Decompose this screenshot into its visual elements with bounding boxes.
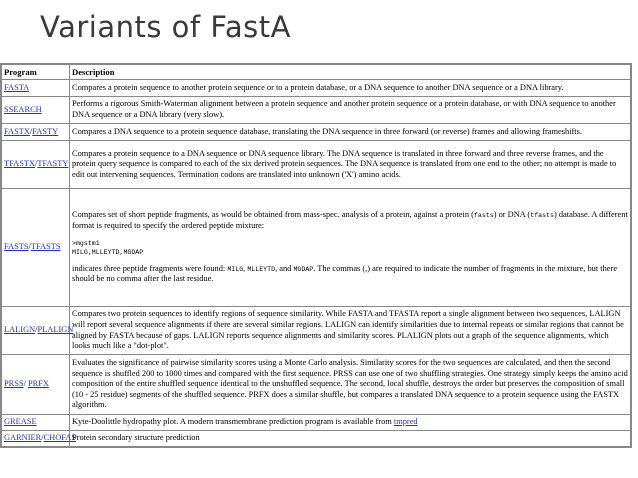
code-line-header: >mgstm1 <box>72 239 100 247</box>
fasts-desc-part: Compares set of short peptide fragments, as would be obtained from mass-spec. analysis of a protein, against a protein ( <box>72 210 474 220</box>
description-cell: Performs a rigorous Smith-Waterman alignment between a protein sequence and another protein sequence or a protein database, or with DNA sequence to another DNA sequence or a DNA library (very slow). <box>70 97 631 124</box>
program-link-fastx[interactable]: FASTX <box>4 126 30 136</box>
program-link-prfx[interactable]: PRFX <box>27 379 49 389</box>
table-row: GARNIER/CHOFAS Protein secondary structure prediction <box>2 431 631 447</box>
code-line-peptides: MILG,MLLEYTD,MGDAP <box>72 248 144 256</box>
table-row: LALIGN/PLALIGN Compares two protein sequences to identify regions of sequence similarity. While FASTA and TFASTA report a single alignment between two sequences, LALIGN will report several sequence alignments if there are several similar regions. LALIGN can identify similarities due to internal repeats or similar regions that cannot be aligned by FASTA because of gaps. LALIGN reports sequence alignments and similarity scores. PLALIGN plots out a graph of the sequence alignments, which looks much like a "dot-plot". <box>2 307 631 355</box>
fasts-desc-part: ) database. A different format is required to specify the ordered peptide mixture: <box>72 210 628 230</box>
description-cell: Evaluates the significance of pairwise similarity scores using a Monte Carlo analysis. Similarity scores for the two sequences are calculated, and then the second sequence is shuffled 200 to 1000 times and compared with the first sequence. PRSS can use one of two shuffling strategies. One strategy simply keeps the amino acid composition of the entire shuffled sequence identical to the unshuffled sequence. The second, local shuffle, destroys the order but preserves the composition of small (10 - 25 residue) segments of the shuffled sequence. PRFX does a similar shuffle, but compares a translated DNA sequence to a protein sequence using the FASTX algorithm. <box>70 355 631 415</box>
grease-desc: Kyte-Doolittle hydropathy plot. A modern transmembrane prediction program is available from <box>72 417 394 427</box>
description-cell: Compares two protein sequences to identify regions of sequence similarity. While FASTA and TFASTA report a single alignment between two sequences, LALIGN will report several sequence alignments if there are several similar regions. LALIGN can identify similarities due to internal repeats or similar regions that cannot be aligned by FASTA because of gaps. LALIGN reports sequence alignments and similarity scores. PLALIGN plots out a graph of the sequence alignments, which looks much like a "dot-plot". <box>70 307 631 355</box>
program-link-grease[interactable]: GREASE <box>4 417 37 427</box>
header-description: Description <box>70 65 631 80</box>
program-link-chofas[interactable]: CHOFAS <box>43 433 76 443</box>
table-row: TFASTX/TFASTY Compares a protein sequence to a DNA sequence or DNA sequence library. The DNA sequence is translated in three forward and three reverse frames, and the protein query sequence is compared to each of the six derived protein sequences. The DNA sequence is translated from one end to the other; no attempt is made to edit out intervening sequences. Termination codons are translated into unknown ('X') amino acids. <box>2 141 631 189</box>
description-cell <box>70 415 631 431</box>
program-link-garnier[interactable]: GARNIER <box>4 433 42 443</box>
program-link-prss[interactable]: PRSS <box>4 379 24 389</box>
programs-table-container <box>0 63 632 448</box>
program-link-tfasty[interactable]: TFASTY <box>37 159 69 169</box>
description-cell: Compares a protein sequence to a DNA sequence or DNA sequence library. The DNA sequence is translated in three forward and three reverse frames, and the protein query sequence is compared to each of the six derived protein sequences. The DNA sequence is translated from one end to the other; no attempt is made to edit out intervening sequences. Termination codons are translated into unknown ('X') amino acids. <box>70 141 631 189</box>
header-program: Program <box>2 65 70 80</box>
program-link-tfasts[interactable]: TFASTS <box>30 242 61 252</box>
program-link-ssearch[interactable]: SSEARCH <box>4 104 42 114</box>
table-row: FASTS/TFASTS Compares set of short peptide fragments, as would be obtained from mass-spec. analysis of a protein, against a protein (fasts) or DNA (tfasts) database. A different format is required to specify the ordered peptide mixture: >mgstm1 MILG,MLLEYTD,MGDAP indicates three peptide fragments were found: MILG, MLLEYTD, and MGDAP. The commas (,) are required to indicate the number of fragments in the mixture, but there should be no comma after the last residue. <box>2 189 631 307</box>
code-mlleytd: MLLEYTD <box>247 265 276 273</box>
table-row: PRSS/ PRFX Evaluates the significance of pairwise similarity scores using a Monte Carlo analysis. Similarity scores for the two sequences are calculated, and then the second sequence is shuffled 200 to 1000 times and compared with the first sequence. PRSS can use one of two shuffling strategies. One strategy simply keeps the amino acid composition of the entire shuffled sequence identical to the unshuffled sequence. The second, local shuffle, destroys the order but preserves the composition of small (10 - 25 residue) segments of the shuffled sequence. PRFX does a similar shuffle, but compares a translated DNA sequence to a protein sequence using the FASTX algorithm. <box>2 355 631 415</box>
table-header-row <box>2 65 631 80</box>
program-link-tfastx[interactable]: TFASTX <box>4 159 36 169</box>
code-fasts: fasts <box>473 212 494 220</box>
table-row <box>2 80 631 97</box>
fasts-desc-sep: , <box>243 263 248 273</box>
tmpred-link[interactable]: tmpred <box>393 417 418 427</box>
program-link-fasts[interactable]: FASTS <box>4 242 29 252</box>
fasts-desc-part: . The commas (,) are required to indicate the number of fragments in the mixture, but there should be no comma after the last residue. <box>72 263 618 284</box>
fasts-desc-part: indicates three peptide fragments were found: <box>72 263 228 273</box>
code-mgdap: MGDAP <box>293 265 314 273</box>
table-row: FASTX/FASTY Compares a DNA sequence to a protein sequence database, translating the DNA sequence in three forward (or reverse) frames and allowing frameshifts. <box>2 124 631 141</box>
program-link-fasta[interactable]: FASTA <box>4 82 30 92</box>
table-row <box>2 97 631 124</box>
program-link-lalign[interactable]: LALIGN <box>4 325 36 335</box>
program-link-fasty[interactable]: FASTY <box>32 126 59 136</box>
description-cell: Compares a DNA sequence to a protein sequence database, translating the DNA sequence in three forward (or reverse) frames and allowing frameshifts. <box>70 124 631 141</box>
table-row <box>2 415 631 431</box>
fasts-desc-part: ) or DNA ( <box>493 210 531 220</box>
code-tfasts: tfasts <box>530 212 554 220</box>
description-cell: Protein secondary structure prediction <box>70 431 631 447</box>
description-cell: Compares a protein sequence to another protein sequence or to a protein database, or a DNA sequence to another DNA sequence or a DNA library. <box>70 80 631 97</box>
program-link-plalign[interactable]: PLALIGN <box>37 325 74 335</box>
slide-title: Variants of FastA <box>40 10 291 44</box>
description-cell <box>70 189 631 307</box>
programs-table <box>1 64 631 447</box>
fasts-desc-sep: , and <box>275 263 294 273</box>
code-milg: MILG <box>227 265 244 273</box>
